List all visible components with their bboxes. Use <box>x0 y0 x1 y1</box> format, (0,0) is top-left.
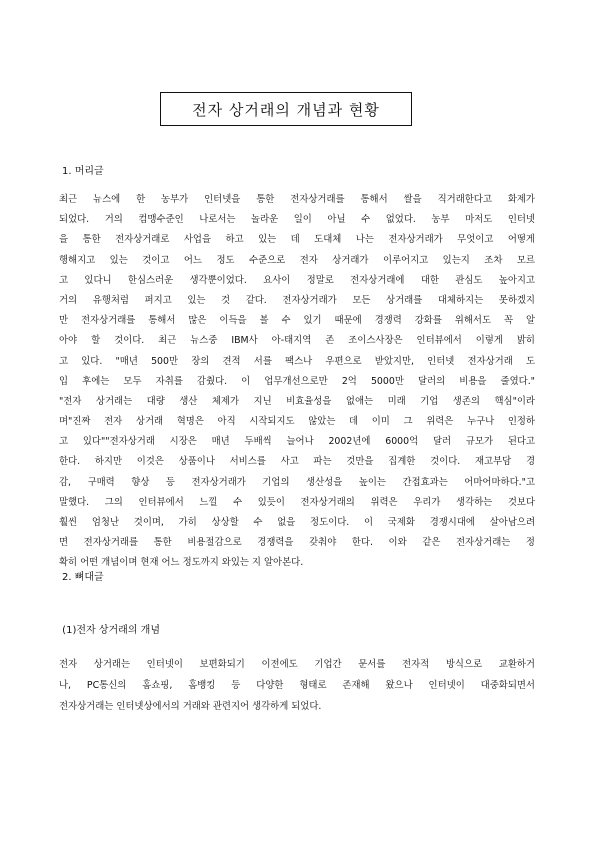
paragraph-line: 을 통한 전자상거래로 사업을 하고 있는 데 도대체 나는 전자상거래가 무엇이고 어떻게 <box>59 234 535 246</box>
paragraph-line: 아야 할 것이다. 최근 뉴스중 IBM사 아-태지역 존 조이스사장은 인터뷰에서 이렇게 밝히 <box>59 335 535 347</box>
document-title: 전자 상거래의 개념과 현황 <box>160 92 412 126</box>
paragraph-line: 전자상거래는 인터넷상에서의 거래와 관련지어 생각하게 되었다. <box>59 701 322 712</box>
paragraph-line: 확히 어떤 개념이며 현재 어느 정도까지 와있는 지 알아본다. <box>59 557 304 569</box>
paragraph-line: 면 전자상거래를 통한 비용절감으로 경쟁력을 갖춰야 한다. 이와 같은 전자상거래는 정 <box>59 537 535 549</box>
subsection-heading-concept: (1)전자 상거래의 개념 <box>59 625 160 636</box>
intro-paragraph <box>59 190 535 574</box>
paragraph-line: 전자 상거래는 인터넷이 보편화되기 이전에도 기업간 문서를 전자적 방식으로 교환하거 <box>59 659 535 670</box>
section-heading-intro: 1. 머리글 <box>62 166 104 177</box>
paragraph-line: 만 전자상거래를 통해서 많은 이득을 볼 수 있기 때문에 경쟁력 강화를 위해서도 꼭 알 <box>59 315 535 327</box>
paragraph-line: 훨씬 엄청난 것이며, 가히 상상할 수 없을 정도이다. 이 국제화 경쟁시대에 살아남으려 <box>59 517 535 528</box>
paragraph-line: 감, 구매력 향상 등 전자상거래가 기업의 생산성을 높이는 간접효과는 어마어마하다."고 <box>59 476 535 488</box>
paragraph-line: 말했다. 그의 인터뷰에서 느낄 수 있듯이 전자상거래의 위력은 우리가 생각하는 것보다 <box>59 496 535 508</box>
section-heading-body: 2. 뼈대글 <box>62 572 104 583</box>
paragraph-line: 행해지고 있는 것이고 어느 정도 수준으로 전자 상거래가 이루어지고 있는지 조차 모르 <box>59 254 535 266</box>
paragraph-line: 나, PC통신의 홈쇼핑, 홈뱅킹 등 다양한 형태로 존재해 왔으나 인터넷이 대중화되면서 <box>59 680 535 691</box>
paragraph-line: 입 후에는 모두 자취를 감췄다. 이 업무개선으로만 2억 5000만 달러의 비용을 줄였다." <box>59 375 535 387</box>
paragraph-line: 고 있다니 한심스러운 생각뿐이었다. 요사이 정말로 전자상거래에 대한 관심도 높아지고 <box>59 274 535 286</box>
paragraph-line: 한다. 하지만 이것은 상품이나 서비스를 사고 파는 것만을 집계한 것이다. 재고부담 경 <box>59 456 535 468</box>
paragraph-line: 며"진짜 전자 상거래 혁명은 아직 시작되지도 않았는 데 이미 그 위력은 누구나 인정하 <box>59 416 535 428</box>
paragraph-line: 되었다. 거의 컴맹수준인 나로서는 놀라운 일이 아닐 수 없었다. 농부 마저도 인터넷 <box>59 214 535 226</box>
concept-paragraph <box>59 654 535 717</box>
paragraph-line: 최근 뉴스에 한 농부가 인터넷을 통한 전자상거래를 통해서 쌀을 직거래한다고 화제가 <box>59 194 535 205</box>
paragraph-line: "전자 상거래는 대량 생산 체제가 지닌 비효율성을 없애는 미래 기업 생존의 핵심"이라 <box>59 395 535 407</box>
paragraph-line: 고 있다""전자상거래 시장은 매년 두배씩 늘어나 2002년에 6000억 달러 규모가 된다고 <box>59 436 535 448</box>
paragraph-line: 고 있다. "매년 500만 장의 견적 서를 팩스나 우편으로 받았지만, 인터넷 전자상거래 도 <box>59 355 535 367</box>
paragraph-line: 거의 유행처럼 퍼지고 있는 것 같다. 전자상거래가 모든 상거래를 대체하지는 못하겠지 <box>59 294 535 306</box>
